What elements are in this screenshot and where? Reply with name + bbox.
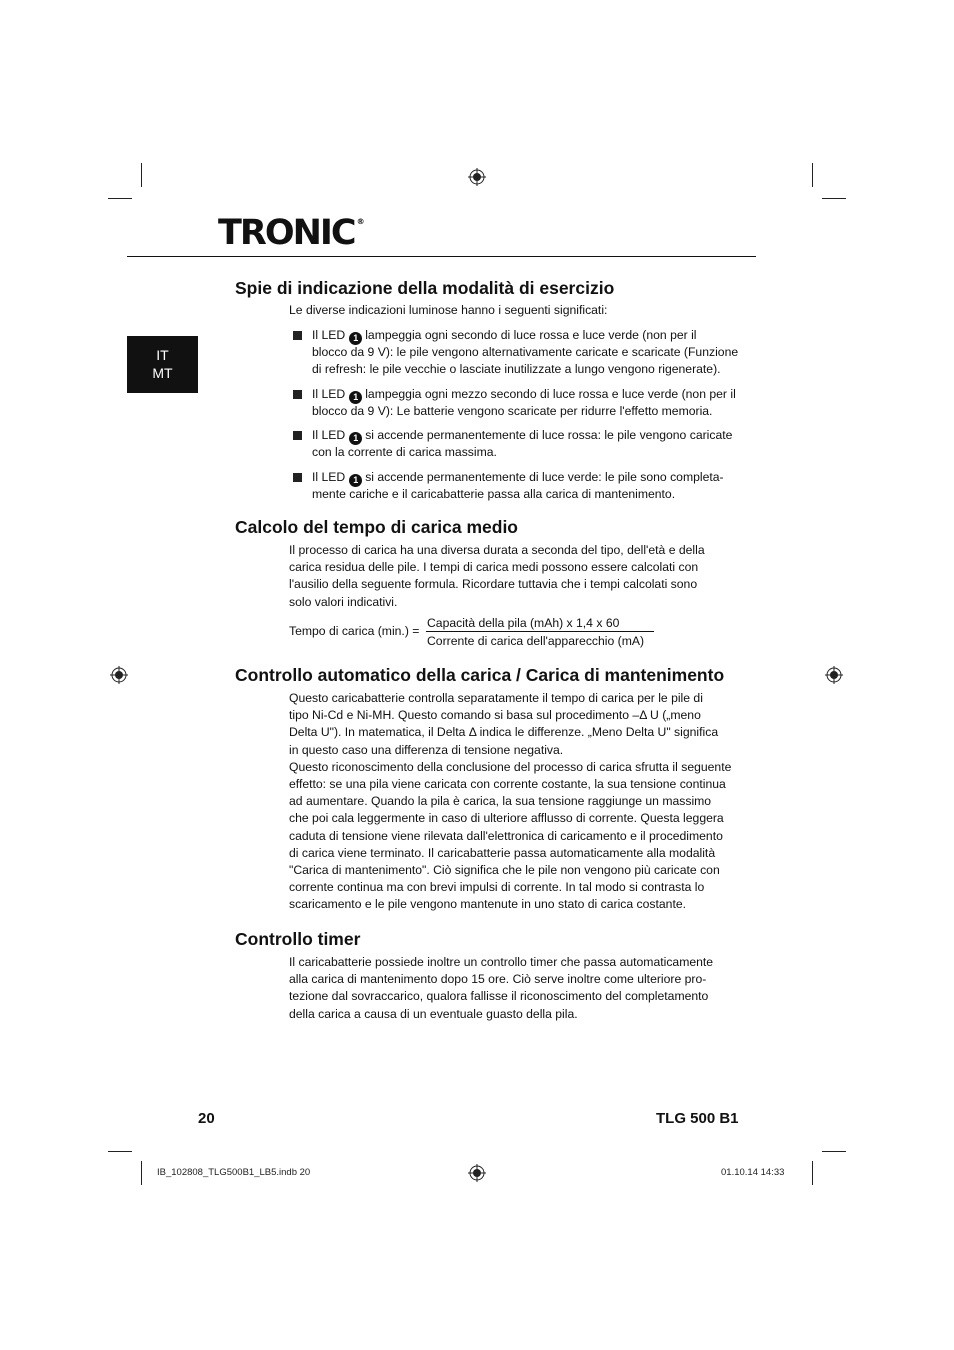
brand-logo-text: TRONIC	[218, 213, 355, 253]
crop-mark	[141, 163, 142, 187]
paragraph: Il processo di carica ha una diversa durata a seconda del tipo, dell'età e della carica residua delle pile. I tempi di carica medi possono essere calcolati con l'ausilio della seguente formula. Ricordare tuttavia che i tempi calcolati sono solo valori indicativi.	[289, 543, 705, 609]
crop-mark	[812, 1161, 813, 1185]
language-tab	[127, 336, 198, 393]
fraction-bar	[426, 631, 654, 632]
crop-mark	[141, 1161, 142, 1185]
bullet-square-icon	[293, 331, 302, 340]
registered-trademark: ®	[356, 217, 365, 226]
crop-mark	[108, 1151, 132, 1152]
paragraph: Questo caricabatterie controlla separatamente il tempo di carica per le pile di tipo Ni-Cd e Ni-MH. Questo comando si basa sul procedimento –Δ U („meno Delta U"). In matematica, il Delta Δ indica le differenze. „Meno Delta U" significa in questo caso una differenza di tensione negativa. Questo riconoscimento della conclusione del processo di carica sfrutta il seguente effetto: se una pila viene caricata con corrente costante, la sua tensione continua ad aumentare. Quando la pila è carica, la sua tensione raggiunge un massimo che poi cala leggermente in caso di ulteriore afflusso di corrente. Questa leggera caduta di tensione viene rilevata dall'elettronica di caricamento e il procedimento di carica viene terminato. Il caricabatterie passa automaticamente alla modalità "Carica di mantenimento". Ciò significa che le pile non vengono più caricate con corrente continua ma con brevi impulsi di corrente. In tal modo si contrasta lo scaricamento e le pile vengono mantenute in uno stato di carica costante.	[289, 691, 732, 912]
registration-mark-icon	[468, 1164, 486, 1182]
formula-denominator: Corrente di carica dell'apparecchio (mA)	[427, 634, 645, 648]
crop-mark	[822, 1151, 846, 1152]
header-rule	[127, 256, 756, 257]
print-timestamp: 01.10.14 14:33	[721, 1167, 785, 1178]
formula-numerator: Capacità della pila (mAh) x 1,4 x 60	[427, 616, 620, 630]
led-number-badge: 1	[349, 432, 362, 445]
section-title: Controllo automatico della carica / Carica di mantenimento	[235, 665, 725, 685]
formula-label: Tempo di carica (min.) =	[289, 624, 420, 638]
brand-logo	[218, 213, 365, 253]
page-number: 20	[198, 1110, 215, 1127]
registration-mark-icon	[110, 666, 128, 684]
language-code: IT	[156, 347, 169, 363]
led-number-badge: 1	[349, 332, 362, 345]
section-title: Spie di indicazione della modalità di esercizio	[235, 278, 615, 298]
section-title: Calcolo del tempo di carica medio	[235, 517, 518, 537]
model-name: TLG 500 B1	[656, 1110, 739, 1127]
section-title: Controllo timer	[235, 929, 361, 949]
led-number-badge: 1	[349, 391, 362, 404]
crop-mark	[812, 163, 813, 187]
language-code: MT	[152, 365, 173, 381]
bullet-square-icon	[293, 473, 302, 482]
led-number-badge: 1	[349, 474, 362, 487]
crop-mark	[822, 198, 846, 199]
file-slug: IB_102808_TLG500B1_LB5.indb 20	[157, 1167, 311, 1178]
section-intro: Le diverse indicazioni luminose hanno i seguenti significati:	[289, 303, 608, 317]
crop-mark	[108, 198, 132, 199]
registration-mark-icon	[468, 168, 486, 186]
paragraph: Il caricabatterie possiede inoltre un controllo timer che passa automaticamente alla carica di mantenimento dopo 15 ore. Ciò serve inoltre come ulteriore pro- tezione dal sovraccarico, qualora fallisse il riconoscimento del completamento della carica a causa di un eventuale guasto della pila.	[289, 955, 714, 1021]
bullet-square-icon	[293, 390, 302, 399]
registration-mark-icon	[825, 666, 843, 684]
bullet-square-icon	[293, 431, 302, 440]
